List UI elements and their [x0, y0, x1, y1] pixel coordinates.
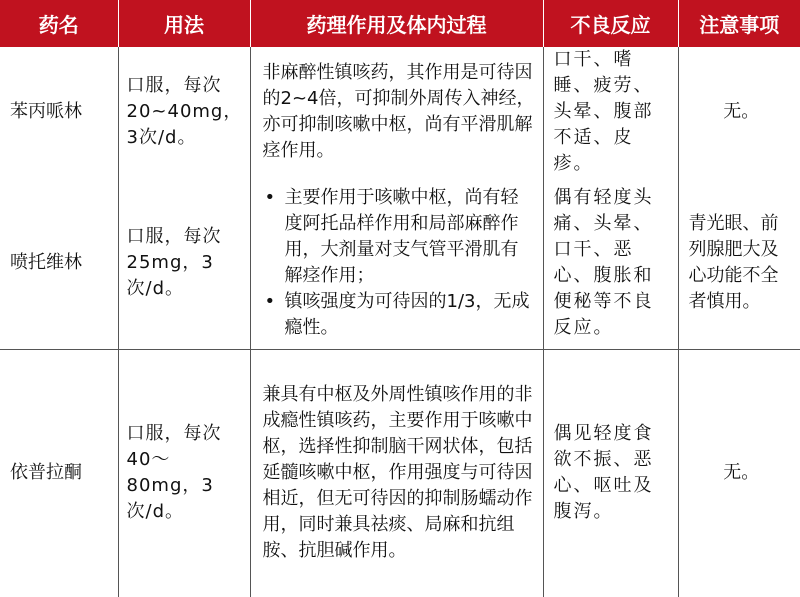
caution-text: 无。 [723, 462, 760, 484]
pharmacology-point: 主要作用于咳嗽中枢，尚有轻度阿托品样作用和局部麻醉作用，大剂量对支气管平滑肌有解痉作用； [284, 186, 519, 286]
usage-text: 口服，每次20~40mg，3次/d。 [126, 75, 243, 148]
drug-name-cell [0, 177, 118, 349]
bullet-icon: • [264, 290, 276, 312]
pharmacology-cell [250, 177, 543, 349]
drug-name: 苯丙哌林 [10, 101, 82, 122]
table-row [0, 177, 800, 349]
adverse-text: 偶见轻度食欲不振、恶心、呕吐及腹泻。 [553, 423, 654, 523]
drug-name: 依普拉酮 [10, 462, 82, 484]
pharmacology-bullet-list [263, 185, 535, 341]
adverse-text: 口干、嗜睡、疲劳、头晕、腹部不适、皮疹。 [553, 49, 654, 174]
table-row [0, 349, 800, 597]
header-caution: 注意事项 [678, 0, 800, 47]
drug-name-cell [0, 349, 118, 597]
drug-name: 喷托维林 [10, 251, 82, 273]
header-adverse: 不良反应 [543, 0, 678, 47]
caution-cell [678, 349, 800, 597]
usage-text: 口服，每次40～80mg，3次/d。 [126, 423, 222, 523]
header-usage: 用法 [118, 0, 250, 47]
pharmacology-cell [250, 349, 543, 597]
usage-cell [118, 177, 250, 349]
header-pharmacology: 药理作用及体内过程 [250, 0, 543, 47]
adverse-cell [543, 47, 678, 177]
caution-cell [678, 47, 800, 177]
pharmacology-point: 镇咳强度为可待因的1/3，无成瘾性。 [284, 290, 530, 338]
adverse-cell [543, 177, 678, 349]
table-row [0, 47, 800, 177]
drug-name-cell [0, 47, 118, 177]
list-item [263, 289, 535, 341]
caution-cell [678, 177, 800, 349]
pharmacology-text: 兼具有中枢及外周性镇咳作用的非成瘾性镇咳药，主要作用于咳嗽中枢，选择性抑制脑干网状体，包括延髓咳嗽中枢，作用强度与可待因相近，但无可待因的抑制肠蠕动作用，同时兼具祛痰、局麻和抗组胺、抗胆碱作用。 [262, 384, 533, 562]
usage-cell [118, 47, 250, 177]
header-name: 药名 [0, 0, 118, 47]
usage-text: 口服，每次25mg，3次/d。 [126, 225, 222, 299]
list-item [263, 185, 535, 289]
pharmacology-text: 非麻醉性镇咳药，其作用是可待因的2~4倍，可抑制外周传入神经，亦可抑制咳嗽中枢，尚有平滑肌解痉作用。 [262, 62, 535, 161]
caution-text: 青光眼、前列腺肥大及心功能不全者慎用。 [688, 212, 779, 312]
header-row [0, 0, 800, 47]
caution-text: 无。 [723, 101, 760, 122]
adverse-text: 偶有轻度头痛、头晕、口干、恶心、腹胀和便秘等不良反应。 [553, 186, 654, 338]
pharmacology-cell [250, 47, 543, 177]
bullet-icon: • [264, 186, 276, 208]
adverse-cell [543, 349, 678, 597]
usage-cell [118, 349, 250, 597]
